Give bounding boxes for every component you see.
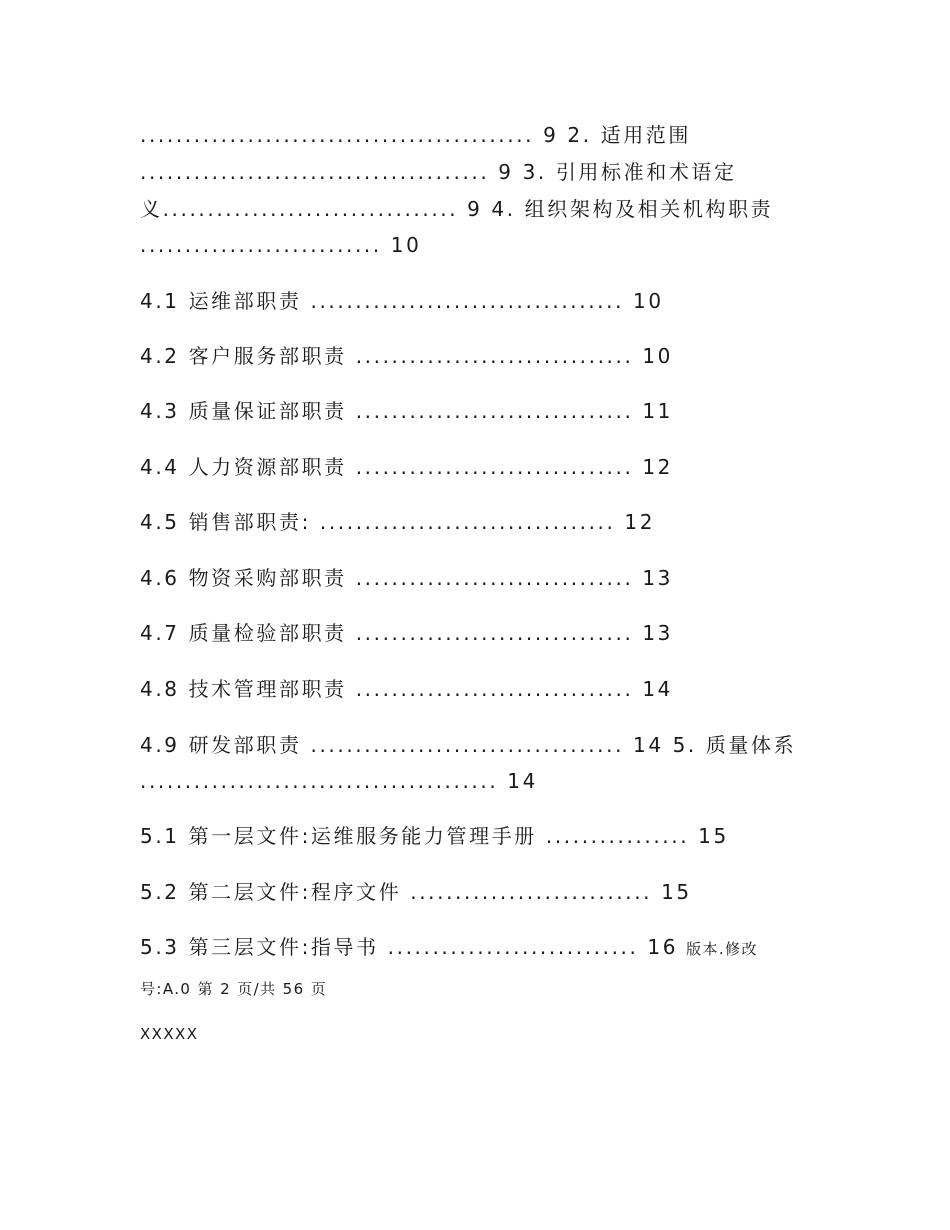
toc-entry-4-4: 4.4 人力资源部职责 ............................... 12: [140, 455, 674, 479]
toc-line: ........................... 10: [140, 233, 422, 257]
toc-line: ....................................... 9 3. 引用标准和术语定: [140, 160, 737, 184]
toc-entry-text: 5.3 第三层文件:指导书 ............................ 16: [140, 935, 679, 959]
toc-entry-4-2: 4.2 客户服务部职责 ............................... 10: [140, 344, 674, 368]
toc-line: 义................................. 9 4. 组织架构及相关机构职责: [140, 197, 774, 221]
toc-entry-4-7: 4.7 质量检验部职责 ............................... 13: [140, 621, 674, 645]
toc-entry-4-5: 4.5 销售部职责: ................................. 12: [140, 510, 656, 534]
toc-entry-4-9: 4.9 研发部职责 ................................... 14 5. 质量体系: [140, 733, 797, 757]
toc-entry-4-8: 4.8 技术管理部职责 ............................... 14: [140, 677, 674, 701]
toc-entry-4-6: 4.6 物资采购部职责 ............................... 13: [140, 566, 674, 590]
page-info: 号:A.0 第 2 页/共 56 页: [140, 980, 328, 998]
toc-line: ........................................ 14: [140, 769, 538, 793]
toc-line: ............................................ 9 2. 适用范围: [140, 123, 692, 147]
toc-entry-4-1: 4.1 运维部职责 ................................... 10: [140, 289, 664, 313]
toc-entry-4-3: 4.3 质量保证部职责 ............................... 11: [140, 399, 674, 423]
toc-entry-5-3: [140, 935, 758, 961]
company-name: XXXXX: [140, 1025, 199, 1043]
toc-entry-5-2: 5.2 第二层文件:程序文件 ........................... 15: [140, 880, 692, 904]
version-label: 版本.修改: [686, 940, 758, 958]
toc-entry-5-1: 5.1 第一层文件:运维服务能力管理手册 ................ 15: [140, 824, 729, 848]
